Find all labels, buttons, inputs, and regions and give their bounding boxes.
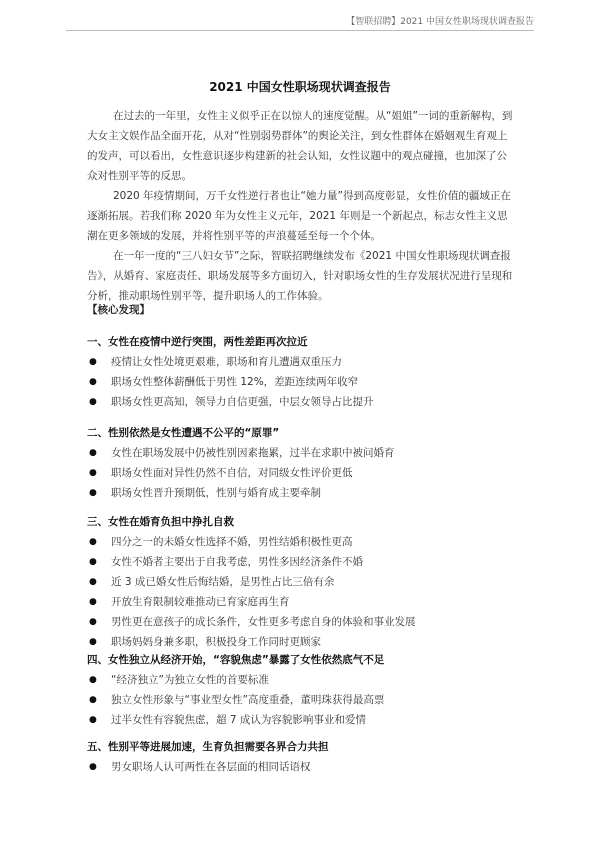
bullet-icon: ● (89, 397, 97, 407)
finding-section (87, 332, 517, 412)
item-text: 过半女性有容貌焦虑，超 7 成认为容貌影响事业和爱情 (111, 714, 366, 726)
item-text: 近 3 成已婚女性后悔结婚，是男性占比三倍有余 (111, 576, 335, 588)
bullet-icon: ● (89, 597, 97, 607)
list-item (87, 552, 517, 572)
item-text: 职场女性整体薪酬低于男性 12%，差距连续两年收窄 (111, 376, 359, 388)
list-item (87, 710, 517, 730)
list-item (87, 352, 517, 372)
intro-paragraph: 在一年一度的“三八妇女节”之际，智联招聘继续发布《2021 中国女性职场现状调查报告》，从婚育、家庭责任、职场发展等多方面切入，针对职场女性的生存发展状况进行呈现和分析，推动职场性别平等，提升职场人的工作体验。 (87, 250, 513, 302)
core-findings-heading: 【核心发现】 (87, 304, 150, 316)
bullet-icon: ● (89, 357, 97, 367)
section-title: 三、女性在婚育负担中挣扎自救 (87, 516, 234, 528)
item-text: 疫情让女性处境更艰难，职场和育儿遭遇双重压力 (111, 356, 342, 368)
section-title: 一、女性在疫情中逆行突围，两性差距再次拉近 (87, 336, 308, 348)
item-text: 男性更在意孩子的成长条件，女性更多考虑自身的体验和事业发展 (111, 616, 416, 628)
item-text: 四分之一的未婚女性选择不婚，男性结婚积极性更高 (111, 536, 353, 548)
list-item (87, 612, 517, 632)
section-title: 四、女性独立从经济开始，“容貌焦虑”暴露了女性依然底气不足 (87, 654, 385, 666)
section-title: 五、性别平等进展加速，生育负担需要各界合力共担 (87, 741, 329, 753)
list-item (87, 372, 517, 392)
item-text: 开放生育限制较难推动已育家庭再生育 (111, 596, 290, 608)
section-list (87, 352, 517, 412)
bullet-icon: ● (89, 448, 97, 458)
bullet-icon: ● (89, 468, 97, 478)
finding-section (87, 423, 517, 503)
finding-section (87, 512, 517, 652)
bullet-icon: ● (89, 377, 97, 387)
bullet-icon: ● (89, 617, 97, 627)
list-item (87, 443, 517, 463)
finding-section (87, 737, 517, 777)
bullet-icon: ● (89, 537, 97, 547)
section-list (87, 670, 517, 730)
list-item (87, 572, 517, 592)
item-text: 独立女性形象与“事业型女性”高度重叠，董明珠获得最高票 (111, 694, 385, 706)
header-divider (66, 30, 534, 31)
list-item (87, 690, 517, 710)
bullet-icon: ● (89, 557, 97, 567)
item-text: “经济独立”为独立女性的首要标准 (111, 674, 269, 686)
section-list (87, 757, 517, 777)
bullet-icon: ● (89, 577, 97, 587)
item-text: 职场女性更高知，领导力自信更强，中层女领导占比提升 (111, 396, 374, 408)
bullet-icon: ● (89, 715, 97, 725)
bullet-icon: ● (89, 762, 97, 772)
list-item (87, 632, 517, 652)
section-title: 二、性别依然是女性遭遇不公平的“原罪” (87, 427, 280, 439)
item-text: 职场妈妈身兼多职，积极投身工作同时更顾家 (111, 636, 321, 648)
section-list (87, 532, 517, 652)
list-item (87, 392, 517, 412)
item-text: 职场女性面对异性仍然不自信，对同级女性评价更低 (111, 467, 353, 479)
list-item (87, 483, 517, 503)
bullet-icon: ● (89, 695, 97, 705)
list-item (87, 592, 517, 612)
item-text: 男女职场人认可两性在各层面的相同话语权 (111, 761, 311, 773)
finding-section (87, 650, 517, 730)
list-item (87, 670, 517, 690)
section-list (87, 443, 517, 503)
intro-paragraph: 2020 年疫情期间，万千女性逆行者也让“她力量”得到高度彰显，女性价值的疆域正在逐渐拓展。若我们称 2020 年为女性主义元年，2021 年则是一个新起点，标志女性主义思潮在更多领域的发展，并将性别平等的声浪蔓延至每一个个体。 (87, 190, 511, 242)
item-text: 女性不婚者主要出于自我考虑，男性多因经济条件不婚 (111, 556, 363, 568)
report-title: 2021 中国女性职场现状调查报告 (209, 80, 391, 94)
intro-block (87, 106, 513, 306)
list-item (87, 463, 517, 483)
page-header: 【智联招聘】2021 中国女性职场现状调查报告 (346, 17, 534, 27)
bullet-icon: ● (89, 488, 97, 498)
list-item (87, 532, 517, 552)
list-item (87, 757, 517, 777)
intro-paragraph: 在过去的一年里，女性主义似乎正在以惊人的速度觉醒。从“姐姐”一词的重新解构，到大女主文娱作品全面开花，从对“性别弱势群体”的舆论关注，到女性群体在婚姻观生育观上的发声，可以看出，女性意识逐步构建新的社会认知，女性议题中的观点碰撞，也加深了公众对性别平等的反思。 (87, 110, 513, 182)
item-text: 职场女性晋升预期低，性别与婚育成主要牵制 (111, 487, 321, 499)
item-text: 女性在职场发展中仍被性别因素拖累，过半在求职中被问婚育 (111, 447, 395, 459)
bullet-icon: ● (89, 637, 97, 647)
bullet-icon: ● (89, 675, 97, 685)
